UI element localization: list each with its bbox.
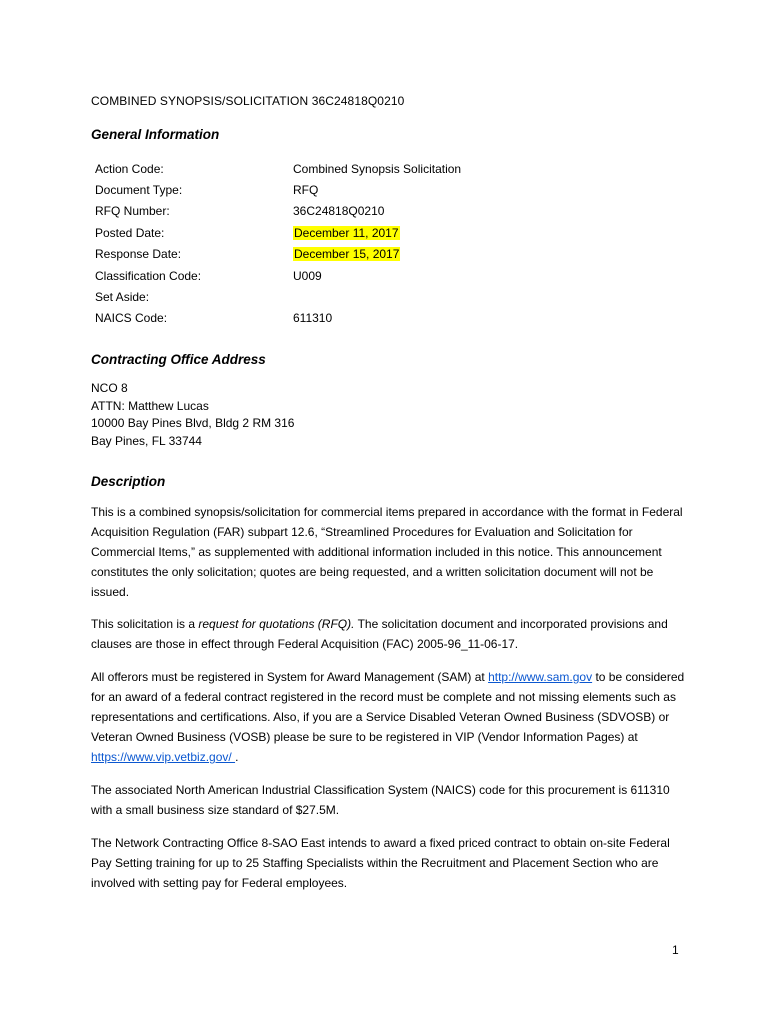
paragraph-text: . (235, 750, 239, 764)
contracting-office-address (91, 380, 294, 450)
vip-vetbiz-link[interactable]: https://www.vip.vetbiz.gov/ (91, 750, 236, 764)
general-information-row (95, 201, 595, 222)
row-value: 36C24818Q0210 (293, 204, 385, 219)
description-paragraph-1: This is a combined synopsis/solicitation for commercial items prepared in accordance with the format in Federal Acquisition Regulation (FAR) subpart 12.6, “Streamlined Procedures for Evaluation and Solicitation for Commercial Items,” as supplemented with additional information included in this notice. This announcement constitutes the only solicitation; quotes are being requested, and a written solicitation document will not be issued. (91, 505, 683, 599)
general-information-row (95, 308, 595, 329)
paragraph-text: to be considered for an award of a federal contract registered in the record must be complete and not missing elements such as representations and certifications. Also, if you are a Service Disabled Veteran Owned Business (SDVOSB) or Veteran Owned Business (VOSB) please be sure to be registered in VIP (Vendor Information Pages) at (91, 670, 685, 744)
general-information-row (95, 158, 595, 179)
row-value: U009 (293, 268, 322, 283)
general-information-table (95, 158, 595, 329)
row-label: RFQ Number: (95, 204, 170, 219)
description-paragraph-2 (91, 614, 691, 654)
row-value: RFQ (293, 183, 319, 198)
general-information-row (95, 179, 595, 200)
paragraph-text: This solicitation is a (91, 617, 199, 631)
general-information-heading: General Information (91, 127, 220, 142)
row-label: Document Type: (95, 183, 183, 198)
address-line: Bay Pines, FL 33744 (91, 433, 202, 448)
paragraph-text: The solicitation document and incorporated provisions and clauses are those in effect through Federal Acquisition (FAC) 2005-96_11-06-17. (91, 617, 668, 651)
row-value: Combined Synopsis Solicitation (293, 161, 462, 176)
description-paragraph-4: The associated North American Industrial Classification System (NAICS) code for this procurement is 611310 with a small business size standard of $27.5M. (91, 783, 670, 817)
row-value: 611310 (293, 311, 333, 326)
general-information-row (95, 244, 595, 265)
row-label: Response Date: (95, 247, 182, 262)
rfq-emphasis: request for quotations (RFQ). (198, 617, 355, 631)
address-line: 10000 Bay Pines Blvd, Bldg 2 RM 316 (91, 416, 295, 430)
address-line: NCO 8 (91, 381, 128, 395)
row-label: Classification Code: (95, 268, 202, 283)
document-title: COMBINED SYNOPSIS/SOLICITATION 36C24818Q0210 (91, 94, 405, 108)
response-date-highlighted: December 15, 2017 (294, 247, 400, 262)
page-number: 1 (672, 943, 679, 957)
row-label: NAICS Code: (95, 311, 168, 326)
address-line: ATTN: Matthew Lucas (91, 398, 209, 413)
general-information-row (95, 265, 595, 286)
description-paragraph-3 (91, 667, 691, 767)
row-label: Action Code: (95, 161, 164, 176)
posted-date-highlighted: December 11, 2017 (294, 225, 399, 240)
description-heading: Description (91, 474, 166, 489)
row-label: Set Aside: (95, 290, 150, 305)
general-information-row (95, 286, 595, 307)
general-information-row (95, 222, 595, 243)
row-label: Posted Date: (95, 225, 165, 240)
sam-gov-link[interactable]: http://www.sam.gov (488, 670, 593, 684)
contracting-office-heading: Contracting Office Address (91, 352, 266, 367)
paragraph-text: All offerors must be registered in System for Award Management (SAM) at (91, 670, 489, 684)
description-paragraph-5: The Network Contracting Office 8-SAO East intends to award a fixed priced contract to obtain on-site Federal Pay Setting training for up to 25 Staffing Specialists within the Recruitment and Placement Section who are involved with setting pay for Federal employees. (91, 836, 670, 890)
